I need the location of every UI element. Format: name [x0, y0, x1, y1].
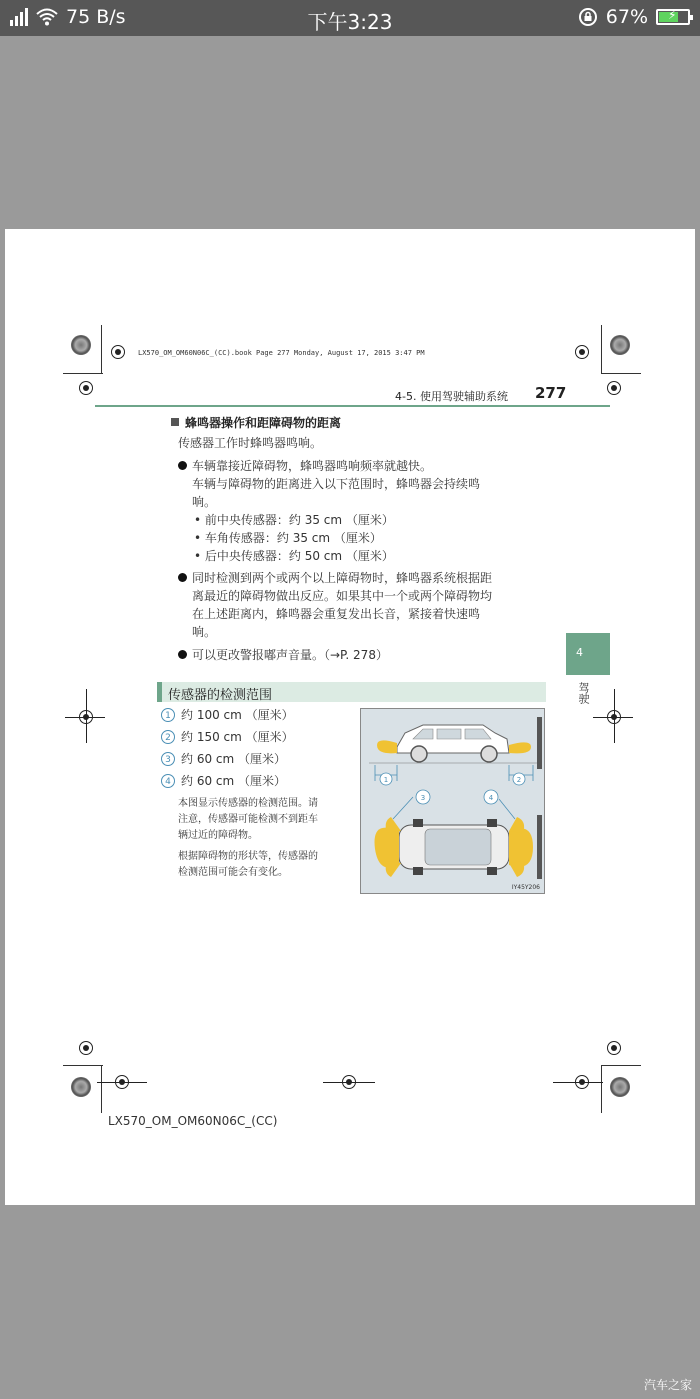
range-item-text: 约 150 cm （厘米）	[181, 730, 294, 744]
bullet-2-line: 同时检测到两个或两个以上障碍物时，蜂鸣器系统根据距	[192, 571, 493, 585]
square-bullet-icon	[171, 418, 179, 426]
bullet-3	[178, 646, 388, 664]
bullet-3-text: 可以更改警报嘟声音量。（→P. 278）	[192, 648, 388, 662]
section-title: 4-5. 使用驾驶辅助系统	[395, 390, 508, 403]
bullet-2-line: 离最近的障碍物做出反应。如果其中一个或两个障碍物均	[192, 589, 493, 603]
figure-label-4: 4	[488, 794, 494, 802]
registration-mark-icon	[610, 335, 630, 355]
crop-mark	[63, 1065, 103, 1066]
crop-mark	[601, 1065, 641, 1066]
chapter-tab-label: 驾驶	[577, 682, 590, 704]
note-1	[178, 796, 358, 844]
crosshair-icon	[79, 1041, 93, 1055]
bullet-icon	[178, 573, 187, 582]
bullet-1	[178, 457, 548, 565]
registration-mark-icon	[610, 1077, 630, 1097]
figure-code: IY45Y206	[511, 884, 540, 891]
crop-mark	[101, 1065, 102, 1113]
crosshair-icon	[79, 381, 93, 395]
note-line: 注意，传感器可能检测不到距车	[178, 814, 318, 825]
crop-mark	[601, 325, 602, 373]
range-item-text: 约 100 cm （厘米）	[181, 708, 294, 722]
note-2	[178, 849, 358, 881]
figure-label-1: 1	[383, 776, 389, 784]
document-page	[5, 229, 695, 1205]
car-top-view-icon	[399, 819, 509, 875]
sub-item: • 车角传感器：约 35 cm （厘米）	[194, 531, 382, 545]
crop-mark	[101, 325, 102, 373]
crop-mark	[601, 1065, 602, 1113]
battery-percent: 67%	[605, 6, 648, 28]
sub-item: • 后中央传感器：约 50 cm （厘米）	[194, 549, 394, 563]
range-item-2	[161, 728, 294, 745]
crosshair-icon	[607, 381, 621, 395]
range-item-1	[161, 706, 294, 723]
circled-number: 4	[161, 774, 175, 788]
crop-mark	[63, 373, 103, 374]
block1-heading	[171, 414, 341, 431]
block1-heading-text: 蜂鸣器操作和距障碍物的距离	[185, 416, 342, 430]
note-line: 根据障碍物的形状等，传感器的	[178, 851, 318, 862]
bullet-1-line: 车辆与障碍物的距离进入以下范围时，蜂鸣器会持续鸣	[192, 477, 481, 491]
page-number: 277	[535, 384, 567, 402]
bullet-2-line: 响。	[192, 625, 217, 639]
footer-code: LX570_OM_OM60N06C_(CC)	[108, 1114, 278, 1128]
sensor-range-diagram	[361, 709, 545, 894]
range-item-4	[161, 772, 286, 789]
battery-icon: ⚡	[656, 9, 690, 25]
crop-mark	[553, 1082, 603, 1083]
note-line: 辆过近的障碍物。	[178, 830, 258, 841]
range-item-text: 约 60 cm （厘米）	[181, 752, 287, 766]
bullet-1-line: 响。	[192, 495, 217, 509]
bullet-icon	[178, 461, 187, 470]
bullet-2	[178, 569, 558, 641]
book-meta: LX570_OM_OM60N06C_(CC).book Page 277 Monday, August 17, 2015 3:47 PM	[138, 349, 425, 357]
circled-number: 2	[161, 730, 175, 744]
crop-mark	[593, 717, 633, 718]
bullet-1-line: 车辆靠接近障碍物，蜂鸣器鸣响频率就越快。	[192, 459, 433, 473]
block2-heading	[157, 682, 546, 702]
status-bar	[0, 0, 700, 36]
block2-heading-text: 传感器的检测范围	[168, 688, 273, 703]
sub-item: • 前中央传感器：约 35 cm （厘米）	[194, 513, 394, 527]
block1-intro: 传感器工作时蜂鸣器鸣响。	[178, 436, 323, 450]
crop-mark	[97, 1082, 147, 1083]
header-rule	[95, 405, 610, 407]
registration-mark-icon	[71, 1077, 91, 1097]
circled-number: 3	[161, 752, 175, 766]
rotation-lock-icon	[578, 7, 598, 27]
note-line: 检测范围可能会有变化。	[178, 867, 288, 878]
registration-mark-icon	[71, 335, 91, 355]
sensor-range-figure	[360, 708, 545, 894]
status-right	[578, 6, 690, 28]
network-speed: 75 B/s	[66, 6, 126, 28]
crosshair-icon	[607, 1041, 621, 1055]
chapter-tab	[566, 633, 610, 675]
chapter-tab-number: 4	[576, 646, 583, 659]
status-time: 下午3:23	[307, 10, 393, 34]
crop-mark	[601, 373, 641, 374]
bullet-icon	[178, 650, 187, 659]
crop-mark	[65, 717, 105, 718]
crosshair-icon	[111, 345, 125, 359]
figure-label-3: 3	[420, 794, 426, 802]
note-line: 本图显示传感器的检测范围。请	[178, 798, 318, 809]
figure-label-2: 2	[516, 776, 522, 784]
crop-mark	[323, 1082, 375, 1083]
car-side-view-icon	[397, 725, 509, 762]
range-item-3	[161, 750, 286, 767]
crop-mark	[614, 689, 615, 743]
bullet-2-line: 在上述距离内，蜂鸣器会重复发出长音，紧接着快速鸣	[192, 607, 481, 621]
circled-number: 1	[161, 708, 175, 722]
range-item-text: 约 60 cm （厘米）	[181, 774, 287, 788]
crop-mark	[86, 689, 87, 743]
crosshair-icon	[575, 345, 589, 359]
watermark: 汽车之家	[643, 1378, 692, 1392]
